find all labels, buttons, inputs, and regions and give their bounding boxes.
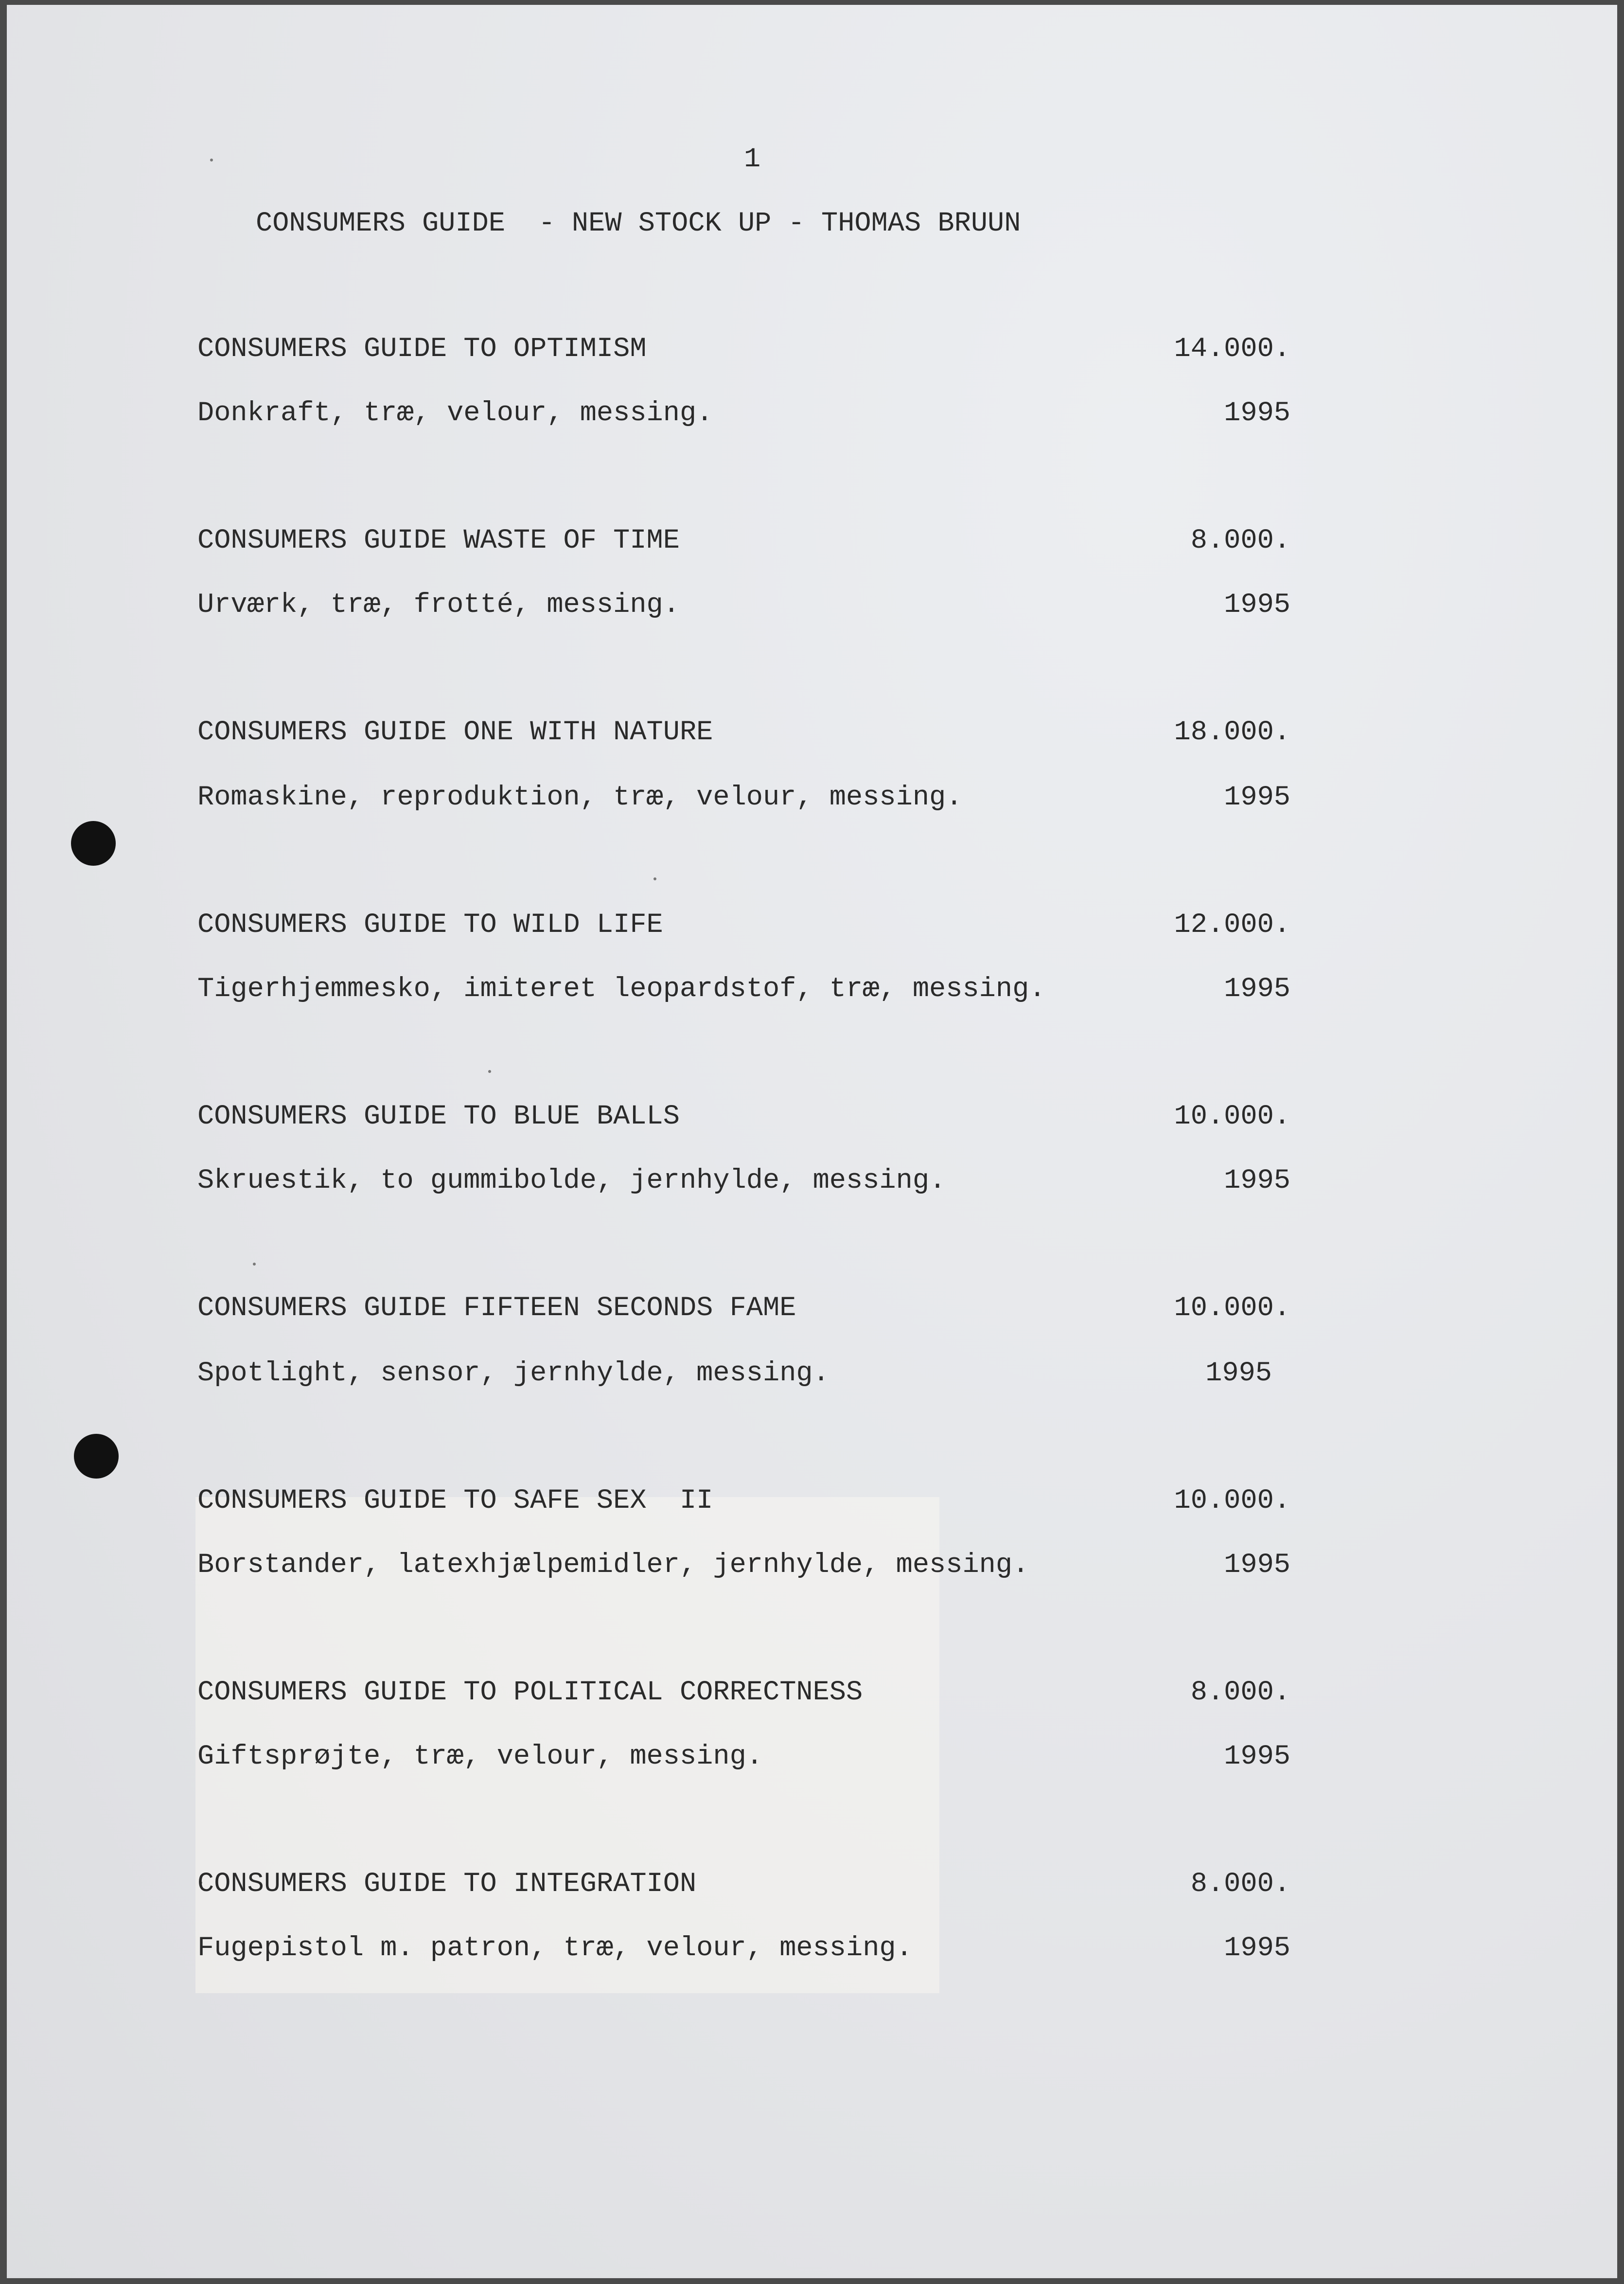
entry-materials: Fugepistol m. patron, træ, velour, messing. [197,1933,913,1964]
entry-price: 8.000. [1190,1677,1290,1708]
paper-speck [253,1263,256,1266]
entry-materials: Urværk, træ, frotté, messing. [197,589,680,621]
entry-year: 1995 [1224,782,1290,813]
entry-materials: Borstander, latexhjælpemidler, jernhylde, messing. [197,1550,1029,1581]
entry-price: 14.000. [1174,334,1290,365]
document-page [7,5,1617,2278]
entry-title: CONSUMERS GUIDE FIFTEEN SECONDS FAME [197,1293,796,1324]
entry-year: 1995 [1205,1358,1272,1389]
entry-materials: Giftsprøjte, træ, velour, messing. [197,1741,763,1772]
entry-price: 10.000. [1174,1485,1290,1517]
entry-title: CONSUMERS GUIDE TO POLITICAL CORRECTNESS [197,1677,863,1708]
entry-title: CONSUMERS GUIDE TO BLUE BALLS [197,1101,680,1132]
entry-title: CONSUMERS GUIDE ONE WITH NATURE [197,717,713,748]
entry-price: 10.000. [1174,1101,1290,1132]
entry-year: 1995 [1224,1933,1290,1964]
punch-hole [74,1434,119,1479]
entry-materials: Donkraft, træ, velour, messing. [197,398,713,429]
entry-price: 8.000. [1190,1869,1290,1900]
entry-title: CONSUMERS GUIDE TO OPTIMISM [197,334,647,365]
entry-materials: Romaskine, reproduktion, træ, velour, messing. [197,782,963,813]
entry-year: 1995 [1224,1741,1290,1772]
paper-speck [653,877,656,880]
entry-year: 1995 [1224,589,1290,621]
entry-price: 10.000. [1174,1293,1290,1324]
page-number: 1 [744,144,761,175]
entry-price: 18.000. [1174,717,1290,748]
punch-hole [71,821,116,866]
paper-speck [488,1070,491,1073]
entry-price: 8.000. [1190,525,1290,556]
entry-materials: Skruestik, to gummibolde, jernhylde, messing. [197,1165,946,1196]
entry-year: 1995 [1224,398,1290,429]
entry-title: CONSUMERS GUIDE TO WILD LIFE [197,910,663,941]
entry-title: CONSUMERS GUIDE TO INTEGRATION [197,1869,697,1900]
entry-year: 1995 [1224,974,1290,1005]
entry-price: 12.000. [1174,910,1290,941]
paper-speck [210,159,213,161]
entry-title: CONSUMERS GUIDE WASTE OF TIME [197,525,680,556]
entry-materials: Tigerhjemmesko, imiteret leopardstof, træ, messing. [197,974,1046,1005]
document-title: CONSUMERS GUIDE - NEW STOCK UP - THOMAS BRUUN [256,208,1021,239]
entry-year: 1995 [1224,1165,1290,1196]
entry-year: 1995 [1224,1550,1290,1581]
entry-materials: Spotlight, sensor, jernhylde, messing. [197,1358,830,1389]
entry-title: CONSUMERS GUIDE TO SAFE SEX II [197,1485,713,1517]
